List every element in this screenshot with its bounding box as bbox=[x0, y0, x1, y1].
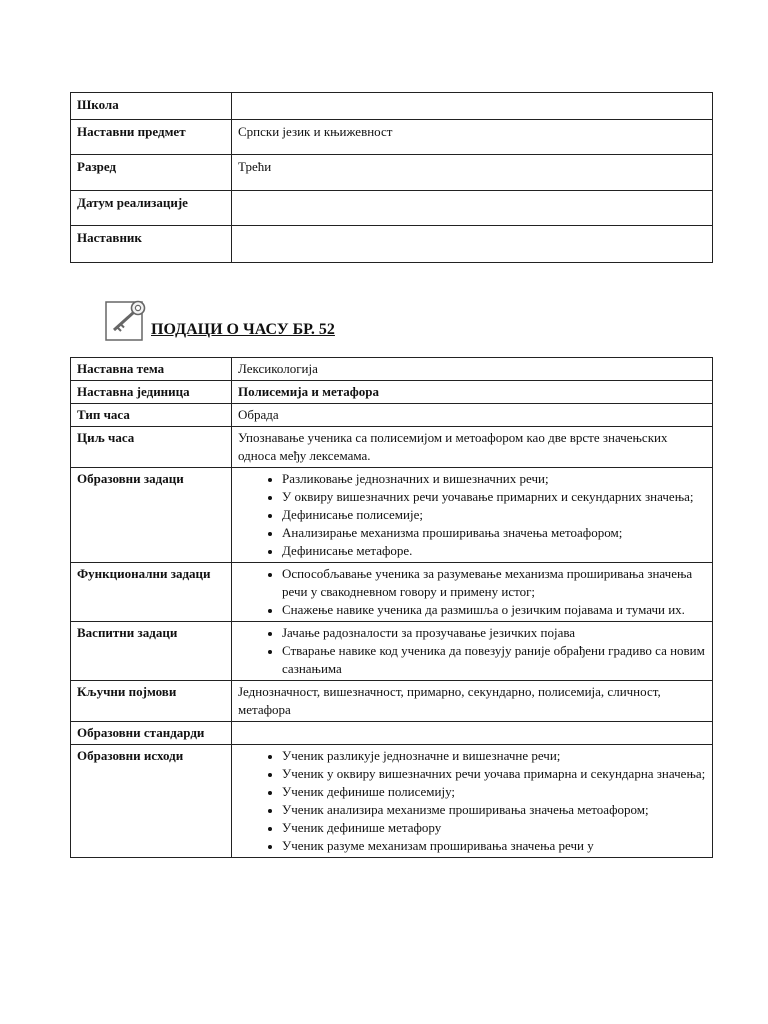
list-item: • Ученик дефинише полисемију; bbox=[282, 783, 706, 801]
teacher-value bbox=[232, 226, 713, 263]
school-value bbox=[232, 93, 713, 120]
table-row bbox=[71, 681, 713, 722]
list-item: • Анализирање механизма проширивања значења метоафором; bbox=[282, 524, 706, 542]
type-label: Тип часа bbox=[71, 404, 232, 427]
topic-value: Лексикологија bbox=[232, 358, 713, 381]
list-item: • Оспособљавање ученика за разумевање механизма проширивања значења речи у свакодневном говору и примену истог; bbox=[282, 565, 706, 601]
key-terms-value: Једнозначност, вишезначност, примарно, секундарно, полисемија, сличност, метафора bbox=[232, 681, 713, 722]
outcomes-list bbox=[238, 747, 706, 855]
list-item: • Ученик разликује једнозначне и вишезначне речи; bbox=[282, 747, 706, 765]
educational-tasks-cell bbox=[232, 468, 713, 563]
school-label: Школа bbox=[71, 93, 232, 120]
grade-value: Трећи bbox=[232, 155, 713, 191]
standards-value bbox=[232, 722, 713, 745]
list-item: • Снажење навике ученика да размишља о језичким појавама и тумачи их. bbox=[282, 601, 706, 619]
lesson-table bbox=[70, 357, 713, 858]
unit-value: Полисемија и метафора bbox=[232, 381, 713, 404]
outcomes-label: Образовни исходи bbox=[71, 745, 232, 858]
goal-value: Упознавање ученика са полисемијом и метоафором као две врсте значењских односа међу лексемама. bbox=[232, 427, 713, 468]
subject-value: Српски језик и књижевност bbox=[232, 120, 713, 155]
school-info-table bbox=[70, 92, 713, 263]
list-item: • Разликовање једнозначних и вишезначних речи; bbox=[282, 470, 706, 488]
goal-label: Циљ часа bbox=[71, 427, 232, 468]
functional-tasks-cell bbox=[232, 563, 713, 622]
outcomes-cell bbox=[232, 745, 713, 858]
list-item: • Ученик у оквиру вишезначних речи уочава примарна и секундарна значења; bbox=[282, 765, 706, 783]
upbringing-tasks-cell bbox=[232, 622, 713, 681]
table-row bbox=[71, 120, 713, 155]
list-item: • Ученик анализира механизме проширивања значења метоафором; bbox=[282, 801, 706, 819]
list-item: • Дефинисање полисемије; bbox=[282, 506, 706, 524]
list-item: • Дефинисање метафоре. bbox=[282, 542, 706, 560]
table-row bbox=[71, 427, 713, 468]
key-terms-label: Кључни појмови bbox=[71, 681, 232, 722]
table-row bbox=[71, 226, 713, 263]
table-row bbox=[71, 93, 713, 120]
list-item: • У оквиру вишезначних речи уочавање примарних и секундарних значења; bbox=[282, 488, 706, 506]
date-label: Датум реализације bbox=[71, 191, 232, 226]
educational-tasks-list bbox=[238, 470, 706, 560]
list-item: • Јачање радозналости за прозучавање језичких појава bbox=[282, 624, 706, 642]
table-row bbox=[71, 404, 713, 427]
unit-label: Наставна јединица bbox=[71, 381, 232, 404]
table-row bbox=[71, 722, 713, 745]
grade-label: Разред bbox=[71, 155, 232, 191]
table-row bbox=[71, 381, 713, 404]
subject-label: Наставни предмет bbox=[71, 120, 232, 155]
type-value: Обрада bbox=[232, 404, 713, 427]
lesson-title: ПОДАЦИ О ЧАСУ БР. 52 bbox=[151, 321, 335, 338]
table-row bbox=[71, 155, 713, 191]
date-value bbox=[232, 191, 713, 226]
functional-tasks-list bbox=[238, 565, 706, 619]
key-icon bbox=[105, 299, 149, 343]
upbringing-tasks-list bbox=[238, 624, 706, 678]
table-row bbox=[71, 358, 713, 381]
functional-tasks-label: Функционални задаци bbox=[71, 563, 232, 622]
table-row bbox=[71, 563, 713, 622]
table-row bbox=[71, 745, 713, 858]
list-item: • Ученик разуме механизам проширивања значења речи у bbox=[282, 837, 706, 855]
standards-label: Образовни стандарди bbox=[71, 722, 232, 745]
lesson-heading bbox=[105, 297, 335, 343]
topic-label: Наставна тема bbox=[71, 358, 232, 381]
table-row bbox=[71, 468, 713, 563]
table-row bbox=[71, 622, 713, 681]
list-item: • Ученик дефинише метафору bbox=[282, 819, 706, 837]
table-row bbox=[71, 191, 713, 226]
educational-tasks-label: Образовни задаци bbox=[71, 468, 232, 563]
teacher-label: Наставник bbox=[71, 226, 232, 263]
list-item: • Стварање навике код ученика да повезују раније обрађени градиво са новим сазнањима bbox=[282, 642, 706, 678]
upbringing-tasks-label: Васпитни задаци bbox=[71, 622, 232, 681]
